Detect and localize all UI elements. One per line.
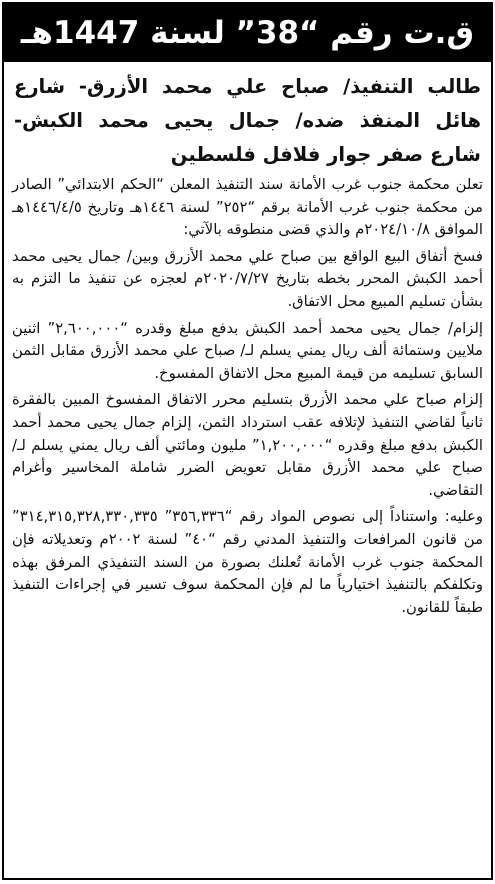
paragraph-ruling-1: فسخ أتفاق البيع الواقع بين صباح علي محمد الأزرق وبين/ جمال يحيى محمد أحمد الكبش المحرر بخطه بتاريخ ٢٠٢٠/٧/٢٧م لعجزه عن تنفيذ ما التزم به بشأن تسليم المبيع محل الاتفاق. xyxy=(12,247,483,310)
legal-notice xyxy=(2,2,493,880)
paragraph-intro: تعلن محكمة جنوب غرب الأمانة سند التنفيذ المعلن “الحكم الابتدائي” الصادر من محكمة جنوب غرب الأمانة برقم “٢٥٢” لسنة ١٤٤٦هـ وتاريخ ١٤٤٦/٤/٥هـ الموافق ٢٠٢٤/١٠/٨م والذي قضى منطوقه بالآتي: xyxy=(12,176,483,239)
notice-title: ق.ت رقم “38” لسنة 1447هـ xyxy=(20,15,475,51)
parties-block: طالب التنفيذ/ صباح علي محمد الأزرق- شارع هائل المنفذ ضده/ جمال يحيى محمد الكبش- شارع صفر جوار فلافل فلسطين xyxy=(14,75,481,166)
paragraph-ruling-2: إلزام/ جمال يحيى محمد أحمد الكبش بدفع مبلغ وقدره “٢,٦٠٠,٠٠٠” اثنين ملايين وستمائة ألف ريال يمني يسلم لـ/ صباح علي محمد الأزرق مقابل الثمن السابق تسليمه من قيمة المبيع محل الاتفاق المفسوخ. xyxy=(12,319,483,382)
notice-body xyxy=(4,174,491,619)
paragraph-ruling-3: إلزام صباح علي محمد الأزرق بتسليم محرر الاتفاق المفسوخ المبين بالفقرة ثانياً لقاضي التنفيذ لإتلافه عقب استرداد الثمن، إلزام جمال يحيى محمد أحمد الكبش بدفع مبلغ وقدره “١,٢٠٠,٠٠٠” مليون ومائتي ألف ريال يمني يسلم لـ/ صباح علي محمد الأزرق مقابل تعويض الضرر شاملة المخاسير وأغرام التقاضي. xyxy=(12,391,484,499)
notice-header xyxy=(4,4,491,62)
paragraph-conclusion: وعليه: واستناداً إلى نصوص المواد رقم “٣٥٦,٣٣٦” ٣١٤,٣١٥,٣٢٨,٣٣٠,٣٣٥” من قانون المرافعات والتنفيذ المدني رقم “٤٠” لسنة ٢٠٠٢م وتعديلاته فإن المحكمة جنوب غرب الأمانة تُعلنك بصورة من السند التنفيذي المرفق بهذه وتكلفكم بالتنفيذ اختيارياً ما لم فإن المحكمة سوف تسير في إجراءات التنفيذ طبقاً للقانون. xyxy=(12,508,483,616)
